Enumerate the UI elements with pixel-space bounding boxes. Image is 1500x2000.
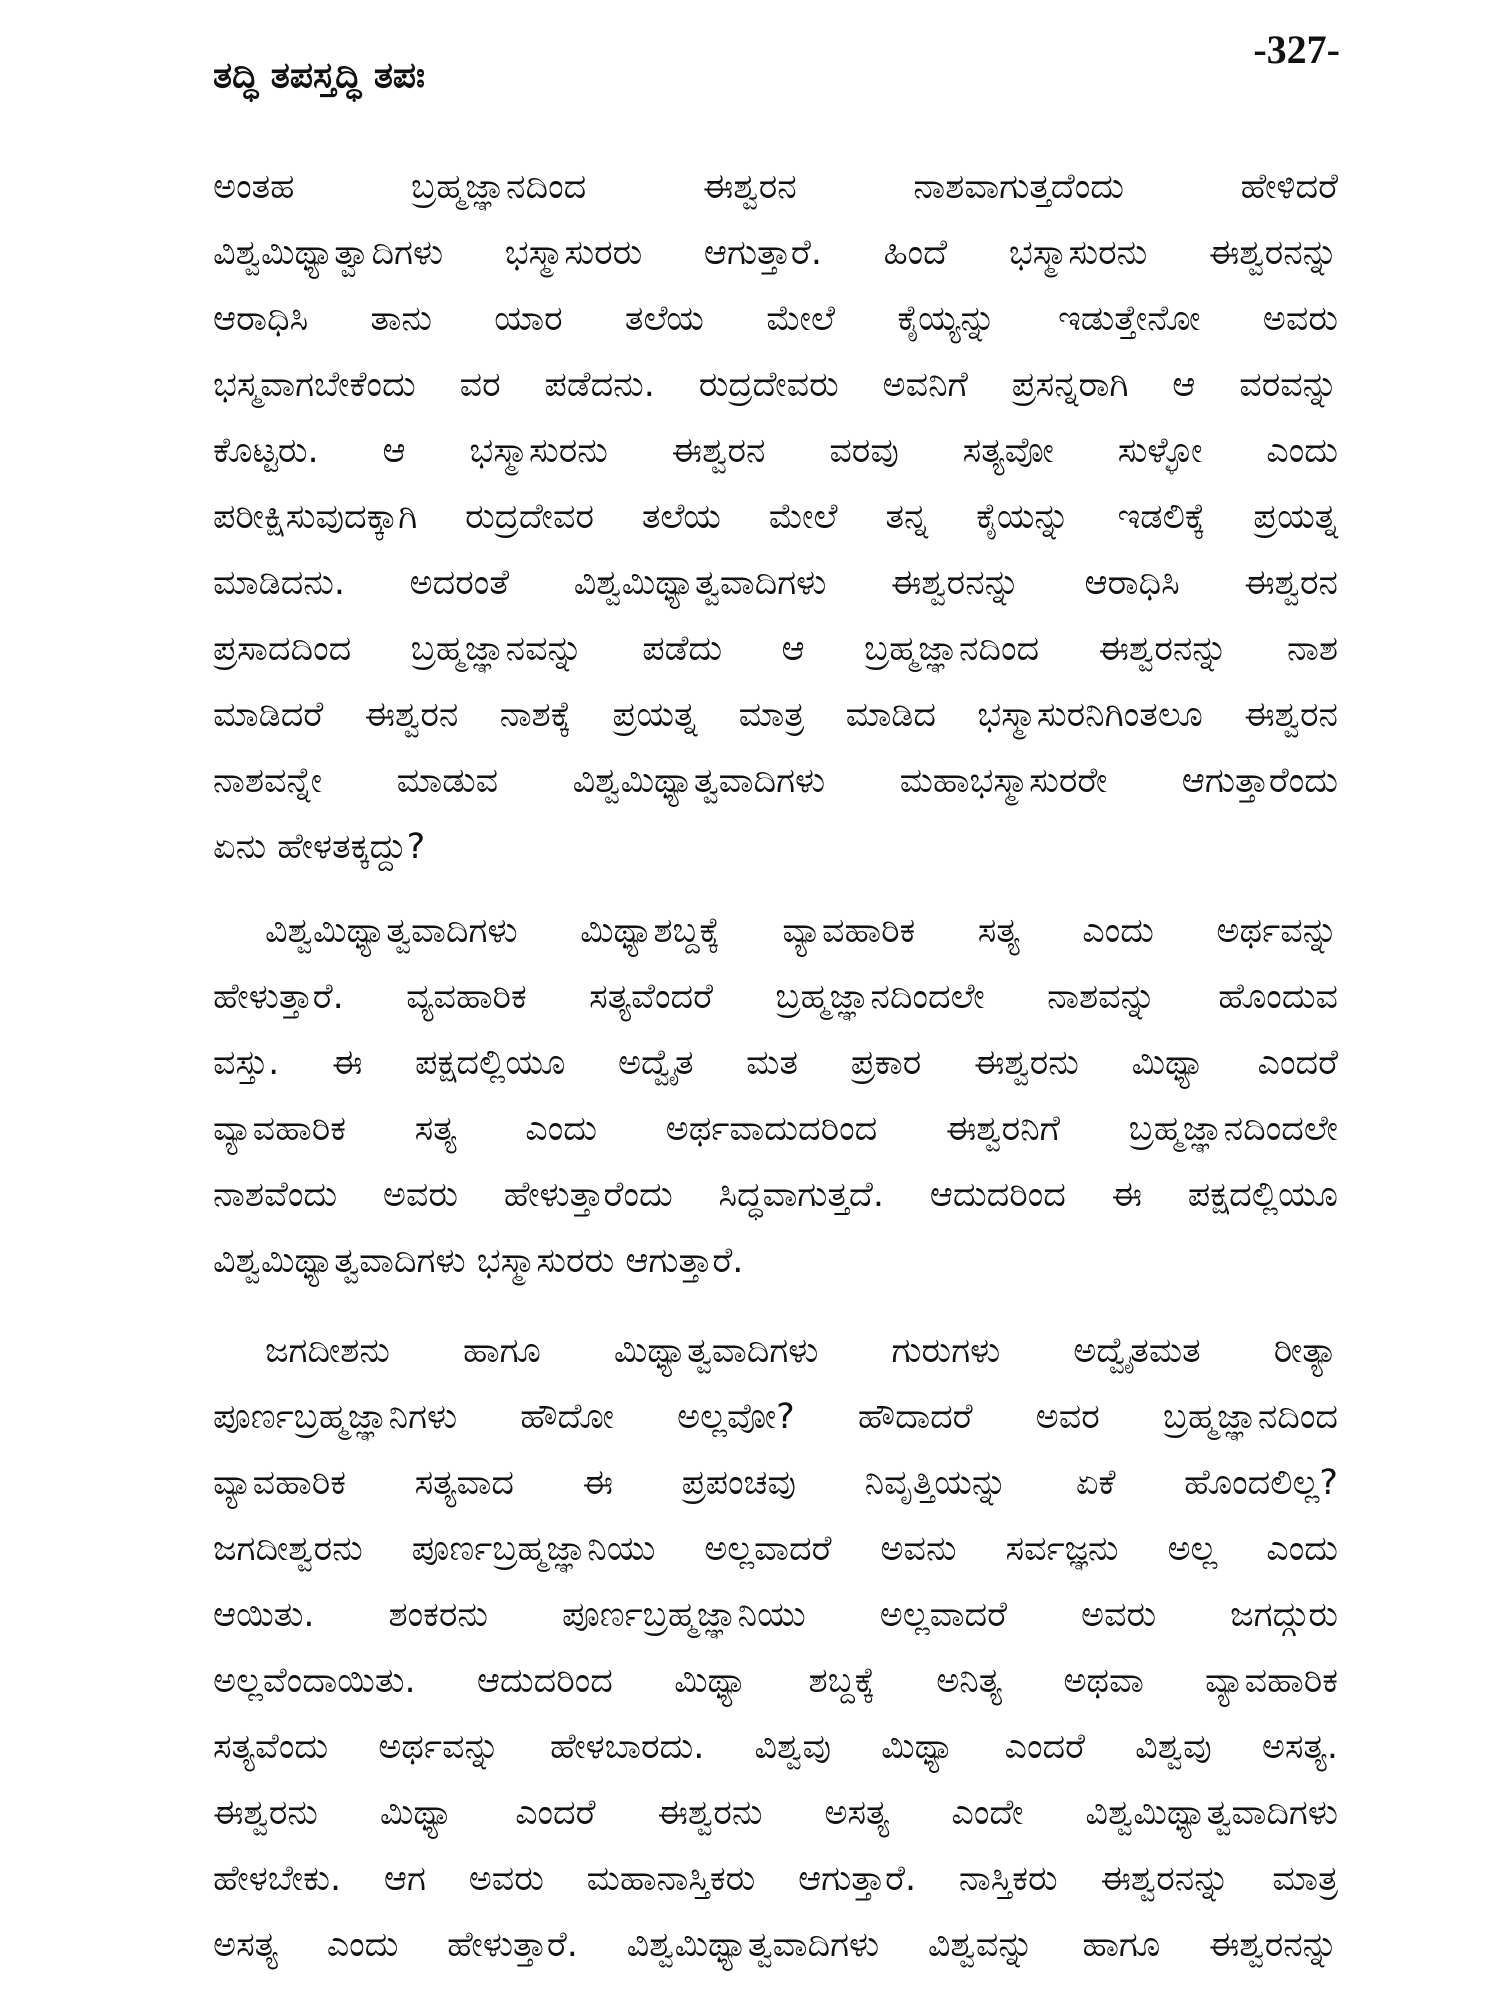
text-line: ಅಸತ್ಯ ಎಂದು ಹೇಳುತ್ತಾರೆ. ವಿಶ್ವಮಿಥ್ಯಾತ್ವವಾದಿಗಳು ವಿಶ್ವವನ್ನು ಹಾಗೂ ಈಶ್ವರನನ್ನು [213,1925,1338,1965]
page-number: -327- [1253,27,1340,72]
text-line: ಮಾಡಿದನು. ಅದರಂತೆ ವಿಶ್ವಮಿಥ್ಯಾತ್ವವಾದಿಗಳು ಈಶ್ವರನನ್ನು ಆರಾಧಿಸಿ ಈಶ್ವರನ [213,563,1338,603]
text-line: ನಾಶವೆಂದು ಅವರು ಹೇಳುತ್ತಾರೆಂದು ಸಿದ್ಧವಾಗುತ್ತದೆ. ಆದುದರಿಂದ ಈ ಪಕ್ಷದಲ್ಲಿಯೂ [213,1175,1338,1215]
text-line: ವಿಶ್ವಮಿಥ್ಯಾತ್ವಾದಿಗಳು ಭಸ್ಮಾಸುರರು ಆಗುತ್ತಾರೆ. ಹಿಂದೆ ಭಸ್ಮಾಸುರನು ಈಶ್ವರನನ್ನು [213,233,1338,273]
text-line: ವಸ್ತು. ಈ ಪಕ್ಷದಲ್ಲಿಯೂ ಅದ್ವೈತ ಮತ ಪ್ರಕಾರ ಈಶ್ವರನು ಮಿಥ್ಯಾ ಎಂದರೆ [213,1043,1338,1083]
text-line: ಮಾಡಿದರೆ ಈಶ್ವರನ ನಾಶಕ್ಕೆ ಪ್ರಯತ್ನ ಮಾತ್ರ ಮಾಡಿದ ಭಸ್ಮಾಸುರನಿಗಿಂತಲೂ ಈಶ್ವರನ [213,695,1338,735]
text-line: ವಿಶ್ವಮಿಥ್ಯಾತ್ವವಾದಿಗಳು ಭಸ್ಮಾಸುರರು ಆಗುತ್ತಾರೆ. [213,1241,744,1281]
text-line: ಆರಾಧಿಸಿ ತಾನು ಯಾರ ತಲೆಯ ಮೇಲೆ ಕೈಯ್ಯನ್ನು ಇಡುತ್ತೇನೋ ಅವರು [213,299,1338,339]
text-line: ಅಂತಹ ಬ್ರಹ್ಮಜ್ಞಾನದಿಂದ ಈಶ್ವರನ ನಾಶವಾಗುತ್ತದೆಂದು ಹೇಳಿದರೆ [213,167,1338,207]
text-line: ಜಗದೀಶ್ವರನು ಪೂರ್ಣಬ್ರಹ್ಮಜ್ಞಾನಿಯು ಅಲ್ಲವಾದರೆ ಅವನು ಸರ್ವಜ್ಞನು ಅಲ್ಲ ಎಂದು [213,1529,1338,1569]
text-line: ನಾಶವನ್ನೇ ಮಾಡುವ ವಿಶ್ವಮಿಥ್ಯಾತ್ವವಾದಿಗಳು ಮಹಾಭಸ್ಮಾಸುರರೇ ಆಗುತ್ತಾರೆಂದು [213,761,1338,801]
text-line: ಅಲ್ಲವೆಂದಾಯಿತು. ಆದುದರಿಂದ ಮಿಥ್ಯಾ ಶಬ್ದಕ್ಕೆ ಅನಿತ್ಯ ಅಥವಾ ವ್ಯಾವಹಾರಿಕ [213,1661,1338,1701]
text-line: ಪೂರ್ಣಬ್ರಹ್ಮಜ್ಞಾನಿಗಳು ಹೌದೋ ಅಲ್ಲವೋ? ಹೌದಾದರೆ ಅವರ ಬ್ರಹ್ಮಜ್ಞಾನದಿಂದ [213,1397,1338,1437]
text-line: ಸತ್ಯವೆಂದು ಅರ್ಥವನ್ನು ಹೇಳಬಾರದು. ವಿಶ್ವವು ಮಿಥ್ಯಾ ಎಂದರೆ ವಿಶ್ವವು ಅಸತ್ಯ. [213,1727,1338,1767]
text-line: ಏನು ಹೇಳತಕ್ಕದ್ದು? [213,827,426,867]
text-line: ಈಶ್ವರನು ಮಿಥ್ಯಾ ಎಂದರೆ ಈಶ್ವರನು ಅಸತ್ಯ ಎಂದೇ ವಿಶ್ವಮಿಥ್ಯಾತ್ವವಾದಿಗಳು [213,1793,1338,1833]
running-header: ತದ್ಧಿ ತಪಸ್ತದ್ಧಿ ತಪಃ [213,55,425,96]
paragraph-1 [213,154,1338,880]
text-line: ವ್ಯಾವಹಾರಿಕ ಸತ್ಯ ಎಂದು ಅರ್ಥವಾದುದರಿಂದ ಈಶ್ವರನಿಗೆ ಬ್ರಹ್ಮಜ್ಞಾನದಿಂದಲೇ [213,1109,1338,1149]
paragraph-3 [213,1318,1338,1978]
text-line: ಜಗದೀಶನು ಹಾಗೂ ಮಿಥ್ಯಾತ್ವವಾದಿಗಳು ಗುರುಗಳು ಅದ್ವೈತಮತ ರೀತ್ಯಾ [265,1331,1338,1371]
text-line: ಪ್ರಸಾದದಿಂದ ಬ್ರಹ್ಮಜ್ಞಾನವನ್ನು ಪಡೆದು ಆ ಬ್ರಹ್ಮಜ್ಞಾನದಿಂದ ಈಶ್ವರನನ್ನು ನಾಶ [213,629,1338,669]
text-line: ಆಯಿತು. ಶಂಕರನು ಪೂರ್ಣಬ್ರಹ್ಮಜ್ಞಾನಿಯು ಅಲ್ಲವಾದರೆ ಅವರು ಜಗದ್ಗುರು [213,1595,1338,1635]
text-line: ಹೇಳುತ್ತಾರೆ. ವ್ಯವಹಾರಿಕ ಸತ್ಯವೆಂದರೆ ಬ್ರಹ್ಮಜ್ಞಾನದಿಂದಲೇ ನಾಶವನ್ನು ಹೊಂದುವ [213,977,1338,1017]
text-line: ಪರೀಕ್ಷಿಸುವುದಕ್ಕಾಗಿ ರುದ್ರದೇವರ ತಲೆಯ ಮೇಲೆ ತನ್ನ ಕೈಯನ್ನು ಇಡಲಿಕ್ಕೆ ಪ್ರಯತ್ನ [213,497,1338,537]
text-line: ಭಸ್ಮವಾಗಬೇಕೆಂದು ವರ ಪಡೆದನು. ರುದ್ರದೇವರು ಅವನಿಗೆ ಪ್ರಸನ್ನರಾಗಿ ಆ ವರವನ್ನು [213,365,1338,405]
text-line: ಕೊಟ್ಟರು. ಆ ಭಸ್ಮಾಸುರನು ಈಶ್ವರನ ವರವು ಸತ್ಯವೋ ಸುಳ್ಳೋ ಎಂದು [213,431,1338,471]
text-line: ವಿಶ್ವಮಿಥ್ಯಾತ್ವವಾದಿಗಳು ಮಿಥ್ಯಾಶಬ್ದಕ್ಕೆ ವ್ಯಾವಹಾರಿಕ ಸತ್ಯ ಎಂದು ಅರ್ಥವನ್ನು [265,911,1338,951]
text-line: ವ್ಯಾವಹಾರಿಕ ಸತ್ಯವಾದ ಈ ಪ್ರಪಂಚವು ನಿವೃತ್ತಿಯನ್ನು ಏಕೆ ಹೊಂದಲಿಲ್ಲ? [213,1463,1338,1503]
paragraph-2 [213,898,1338,1294]
text-line: ಹೇಳಬೇಕು. ಆಗ ಅವರು ಮಹಾನಾಸ್ತಿಕರು ಆಗುತ್ತಾರೆ. ನಾಸ್ತಿಕರು ಈಶ್ವರನನ್ನು ಮಾತ್ರ [213,1859,1338,1899]
